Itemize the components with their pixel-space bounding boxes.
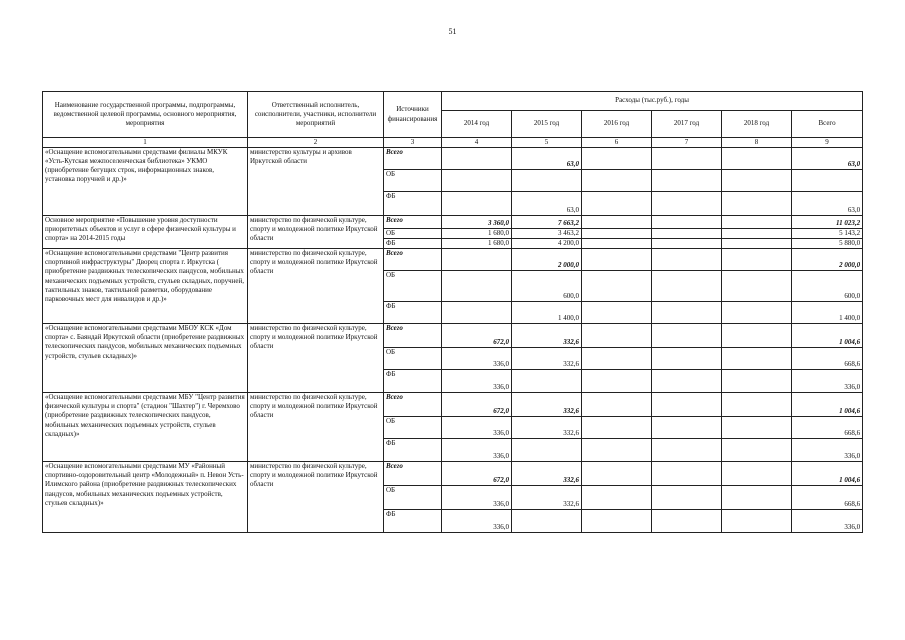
value-2016 [582,229,652,239]
value-total: 5 143,2 [792,229,863,239]
value-2014 [442,192,512,216]
funding-source: ОБ [384,417,442,439]
value-2018 [722,370,792,393]
value-2018 [722,302,792,324]
value-2015 [512,170,582,192]
table-row [43,324,863,348]
funding-source: ФБ [384,192,442,216]
value-2017 [652,393,722,417]
value-2017 [652,249,722,271]
value-2015: 600,0 [512,271,582,302]
value-2015 [512,510,582,533]
value-2014: 336,0 [442,417,512,439]
funding-source: Всего [384,324,442,348]
value-2018 [722,486,792,510]
funding-source: ФБ [384,510,442,533]
funding-source: ФБ [384,370,442,393]
header-year-2018: 2018 год [722,111,792,138]
value-2014 [442,302,512,324]
header-year-2017: 2017 год [652,111,722,138]
value-2018 [722,439,792,462]
value-2017 [652,302,722,324]
value-2016 [582,192,652,216]
funding-source: ОБ [384,170,442,192]
value-2014: 336,0 [442,370,512,393]
value-2017 [652,486,722,510]
value-2015: 332,6 [512,324,582,348]
value-2016 [582,170,652,192]
value-2015: 332,6 [512,417,582,439]
value-2016 [582,324,652,348]
value-2015: 7 663,2 [512,216,582,229]
column-number: 5 [512,138,582,148]
executor-name: министерство по физической культуре, спорту и молодежной политике Иркутской области [248,216,384,249]
header-year-2015: 2015 год [512,111,582,138]
value-2018 [722,249,792,271]
value-total: 336,0 [792,510,863,533]
value-2016 [582,271,652,302]
value-2015: 1 400,0 [512,302,582,324]
value-total: 1 004,6 [792,393,863,417]
value-2015: 63,0 [512,192,582,216]
value-2018 [722,192,792,216]
value-total: 336,0 [792,370,863,393]
value-total: 1 004,6 [792,324,863,348]
value-total: 11 023,2 [792,216,863,229]
budget-table [42,91,863,533]
value-2017 [652,370,722,393]
value-2015: 3 463,2 [512,229,582,239]
header-expenses: Расходы (тыс.руб.), годы [442,92,863,111]
value-2015 [512,370,582,393]
value-total: 668,6 [792,417,863,439]
value-2015: 332,6 [512,462,582,486]
header-year-2014: 2014 год [442,111,512,138]
value-2018 [722,229,792,239]
value-total: 668,6 [792,486,863,510]
value-2016 [582,216,652,229]
funding-source: Всего [384,249,442,271]
column-number: 7 [652,138,722,148]
funding-source: ОБ [384,348,442,370]
value-2018 [722,393,792,417]
value-2018 [722,417,792,439]
value-2014: 672,0 [442,393,512,417]
table-row [43,216,863,229]
value-2018 [722,271,792,302]
value-2018 [722,216,792,229]
value-2018 [722,348,792,370]
value-2017 [652,229,722,239]
page-number: 51 [448,27,457,36]
executor-name: министерство по физической культуре, спорту и молодежной политике Иркутской области [248,462,384,533]
column-number: 3 [384,138,442,148]
funding-source: ФБ [384,439,442,462]
header-total: Всего [792,111,863,138]
header-year-2016: 2016 год [582,111,652,138]
value-2015: 332,6 [512,393,582,417]
value-total: 63,0 [792,192,863,216]
value-2014 [442,271,512,302]
value-2017 [652,192,722,216]
value-2018 [722,462,792,486]
executor-name: министерство культуры и архивов Иркутской области [248,148,384,216]
funding-source: Всего [384,393,442,417]
value-total: 600,0 [792,271,863,302]
value-total [792,170,863,192]
value-2014 [442,170,512,192]
activity-name: «Оснащение вспомогательными средствами "Центр развития спортивной инфраструктуры" Дворец спорта г. Иркутска ( приобретение раздвижных телескопических пандусов, мобильных механических подъемных устройств, стульев складных, поручней, тактильных знаков, тактильной разметки, оборудование парковочных мест для инвалидов и др.)» [43,249,248,324]
value-2017 [652,324,722,348]
value-2017 [652,439,722,462]
value-2014: 336,0 [442,439,512,462]
column-number: 4 [442,138,512,148]
funding-source: Всего [384,148,442,170]
value-2018 [722,510,792,533]
value-2015: 63,0 [512,148,582,170]
funding-source: ОБ [384,229,442,239]
value-2016 [582,462,652,486]
funding-source: Всего [384,462,442,486]
value-2017 [652,462,722,486]
value-2014: 672,0 [442,324,512,348]
value-2015: 4 200,0 [512,239,582,249]
executor-name: министерство по физической культуре, спорту и молодежной политике Иркутской области [248,393,384,462]
value-2015 [512,439,582,462]
value-total: 336,0 [792,439,863,462]
value-2014: 1 680,0 [442,239,512,249]
column-number: 6 [582,138,652,148]
value-total: 1 400,0 [792,302,863,324]
value-2016 [582,348,652,370]
value-2017 [652,216,722,229]
activity-name: «Оснащение вспомогательными средствами МУ «Районный спортивно-оздоровительный центр «Молодежный» п. Невон Усть-Илимского района (приобретение раздвижных телескопических пандусов, мобильных механических подъемных устройств, стульев складных)» [43,462,248,533]
value-2018 [722,148,792,170]
value-2016 [582,510,652,533]
header-name: Наименование государственной программы, подпрограммы, ведомственной целевой программы, основного мероприятия, мероприятия [43,92,248,138]
value-2016 [582,239,652,249]
value-2015: 332,6 [512,348,582,370]
value-total: 668,6 [792,348,863,370]
table-row [43,393,863,417]
value-2014: 336,0 [442,486,512,510]
value-total: 2 000,0 [792,249,863,271]
value-2016 [582,249,652,271]
funding-source: ФБ [384,302,442,324]
value-2016 [582,417,652,439]
value-2018 [722,170,792,192]
value-2016 [582,486,652,510]
value-2016 [582,302,652,324]
value-2014: 336,0 [442,510,512,533]
table-row [43,462,863,486]
value-2017 [652,148,722,170]
column-number: 1 [43,138,248,148]
table-row [43,148,863,170]
header-source: Источники финансирования [384,92,442,138]
column-number: 2 [248,138,384,148]
value-2016 [582,148,652,170]
value-2017 [652,348,722,370]
activity-name: «Оснащение вспомогательными средствами МБОУ КСК «Дом спорта» с. Баяндай Иркутской области (приобретение раздвижных телескопических пандусов, мобильных механических подъемных устройств, стульев складных)» [43,324,248,393]
value-2017 [652,239,722,249]
value-2017 [652,510,722,533]
value-2014: 3 360,0 [442,216,512,229]
activity-name: «Оснащение вспомогательными средствами МБУ "Центр развития физической культуры и спорта" (стадион "Шахтер") г. Черемхово (приобретение раздвижных телескопических пандусов, мобильных механических подъемных устройств, стульев складных)» [43,393,248,462]
activity-name: Основное мероприятие «Повышение уровня доступности приоритетных объектов и услуг в сфере физической культуры и спорта» на 2014-2015 годы [43,216,248,249]
activity-name: «Оснащение вспомогательными средствами филиалы МКУК «Усть-Кутская межпоселенческая библиотека» УКМО (приобретение бегущих строк, информационных знаков, установка поручней и др.)» [43,148,248,216]
value-2018 [722,239,792,249]
table-row [43,249,863,271]
value-2016 [582,439,652,462]
value-2017 [652,417,722,439]
executor-name: министерство по физической культуре, спорту и молодежной политике Иркутской области [248,324,384,393]
value-total: 63,0 [792,148,863,170]
value-2015: 332,6 [512,486,582,510]
value-2014: 672,0 [442,462,512,486]
column-number: 8 [722,138,792,148]
value-2018 [722,324,792,348]
column-number: 9 [792,138,863,148]
value-total: 5 880,0 [792,239,863,249]
value-2015: 2 000,0 [512,249,582,271]
funding-source: ФБ [384,239,442,249]
value-total: 1 004,6 [792,462,863,486]
funding-source: ОБ [384,271,442,302]
value-2014 [442,148,512,170]
value-2017 [652,271,722,302]
value-2017 [652,170,722,192]
funding-source: ОБ [384,486,442,510]
value-2014: 336,0 [442,348,512,370]
value-2016 [582,370,652,393]
funding-source: Всего [384,216,442,229]
value-2016 [582,393,652,417]
executor-name: министерство по физической культуре, спорту и молодежной политике Иркутской области [248,249,384,324]
value-2014: 1 680,0 [442,229,512,239]
header-executor: Ответственный исполнитель, соисполнители, участники, исполнители мероприятий [248,92,384,138]
value-2014 [442,249,512,271]
